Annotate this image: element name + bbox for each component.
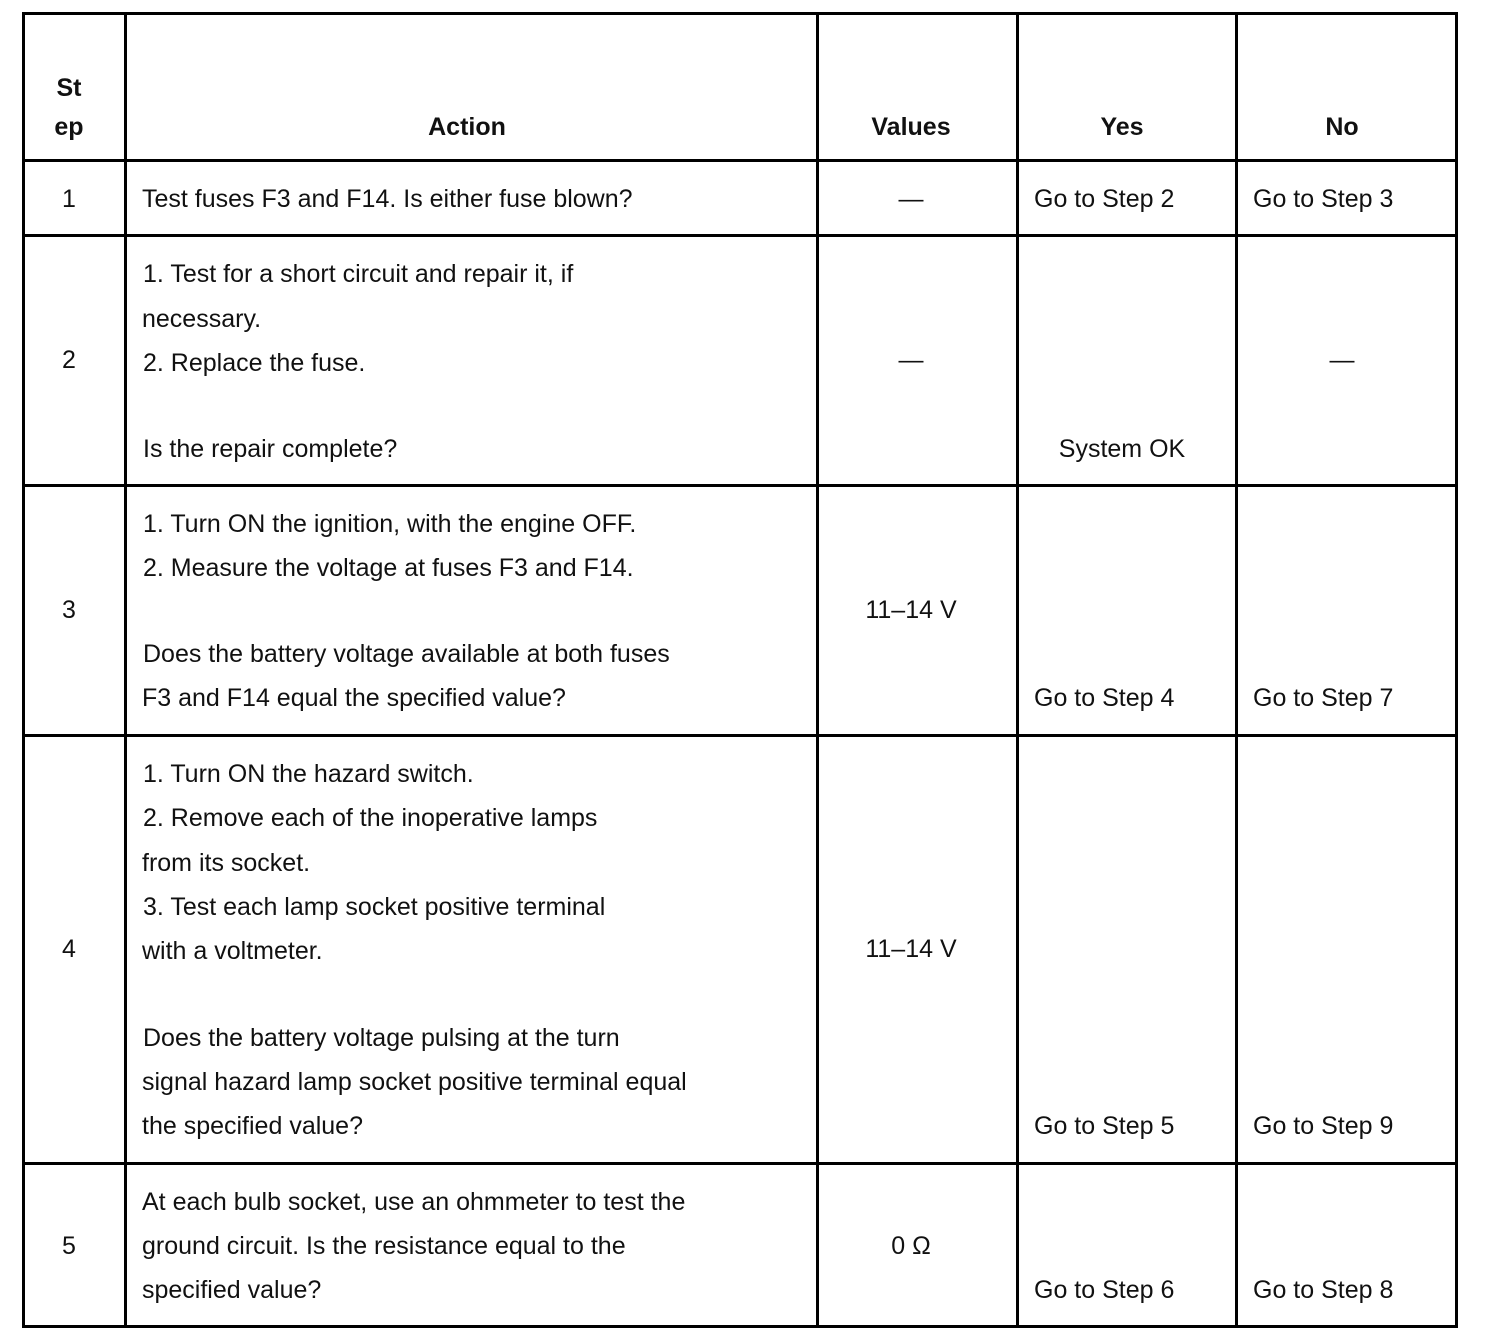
no-link: Go to Step 8 bbox=[1253, 1276, 1394, 1304]
action-question: Does the battery voltage pulsing at the turn bbox=[143, 1024, 620, 1052]
yes-link: Go to Step 5 bbox=[1034, 1112, 1175, 1140]
value-text: 11–14 V bbox=[865, 596, 957, 624]
value-text: — bbox=[898, 185, 924, 213]
yes-link: Go to Step 4 bbox=[1034, 684, 1175, 712]
yes-link: System OK bbox=[1058, 435, 1186, 463]
yes-cell bbox=[1019, 737, 1238, 1165]
no-link: Go to Step 9 bbox=[1253, 1112, 1394, 1140]
step-number: 5 bbox=[62, 1232, 76, 1260]
header-yes-label: Yes bbox=[1100, 113, 1144, 141]
action-line: ground circuit. Is the resistance equal to the bbox=[142, 1232, 626, 1260]
no-text: — bbox=[1329, 346, 1355, 374]
action-line: 1. Test for a short circuit and repair it, if bbox=[143, 260, 574, 288]
action-line: 2. Remove each of the inoperative lamps bbox=[143, 804, 598, 832]
action-text: Test fuses F3 and F14. Is either fuse blown? bbox=[142, 185, 633, 213]
value-text: 0 Ω bbox=[891, 1232, 931, 1260]
action-question: the specified value? bbox=[142, 1112, 363, 1140]
header-values-label: Values bbox=[871, 113, 951, 141]
no-link: Go to Step 3 bbox=[1253, 185, 1394, 213]
action-question: F3 and F14 equal the specified value? bbox=[142, 684, 566, 712]
header-action-label: Action bbox=[428, 113, 506, 141]
action-line: specified value? bbox=[142, 1276, 322, 1304]
step-number: 4 bbox=[62, 935, 76, 963]
action-line: necessary. bbox=[142, 305, 262, 333]
header-step-label-1: St bbox=[56, 74, 82, 102]
value-text: 11–14 V bbox=[865, 935, 957, 963]
action-question: signal hazard lamp socket positive terminal equal bbox=[142, 1068, 687, 1096]
header-step-label-2: ep bbox=[54, 113, 84, 141]
action-line: 2. Replace the fuse. bbox=[143, 349, 366, 377]
action-line: with a voltmeter. bbox=[142, 937, 323, 965]
no-link: Go to Step 7 bbox=[1253, 684, 1394, 712]
step-number: 1 bbox=[62, 185, 76, 213]
action-line: from its socket. bbox=[142, 849, 311, 877]
yes-link: Go to Step 6 bbox=[1034, 1276, 1175, 1304]
header-no-label: No bbox=[1325, 113, 1359, 141]
step-number: 3 bbox=[62, 596, 76, 624]
action-line: At each bulb socket, use an ohmmeter to test the bbox=[142, 1188, 686, 1216]
no-cell bbox=[1238, 737, 1458, 1165]
step-number: 2 bbox=[62, 346, 76, 374]
action-line: 1. Turn ON the hazard switch. bbox=[143, 760, 474, 788]
action-line: 1. Turn ON the ignition, with the engine OFF. bbox=[143, 510, 637, 538]
action-line: 2. Measure the voltage at fuses F3 and F14. bbox=[143, 554, 634, 582]
action-question: Is the repair complete? bbox=[143, 435, 398, 463]
action-question: Does the battery voltage available at both fuses bbox=[143, 640, 670, 668]
action-line: 3. Test each lamp socket positive terminal bbox=[143, 893, 606, 921]
value-text: — bbox=[898, 346, 924, 374]
diagnostic-table bbox=[22, 12, 1458, 1328]
yes-link: Go to Step 2 bbox=[1034, 185, 1175, 213]
